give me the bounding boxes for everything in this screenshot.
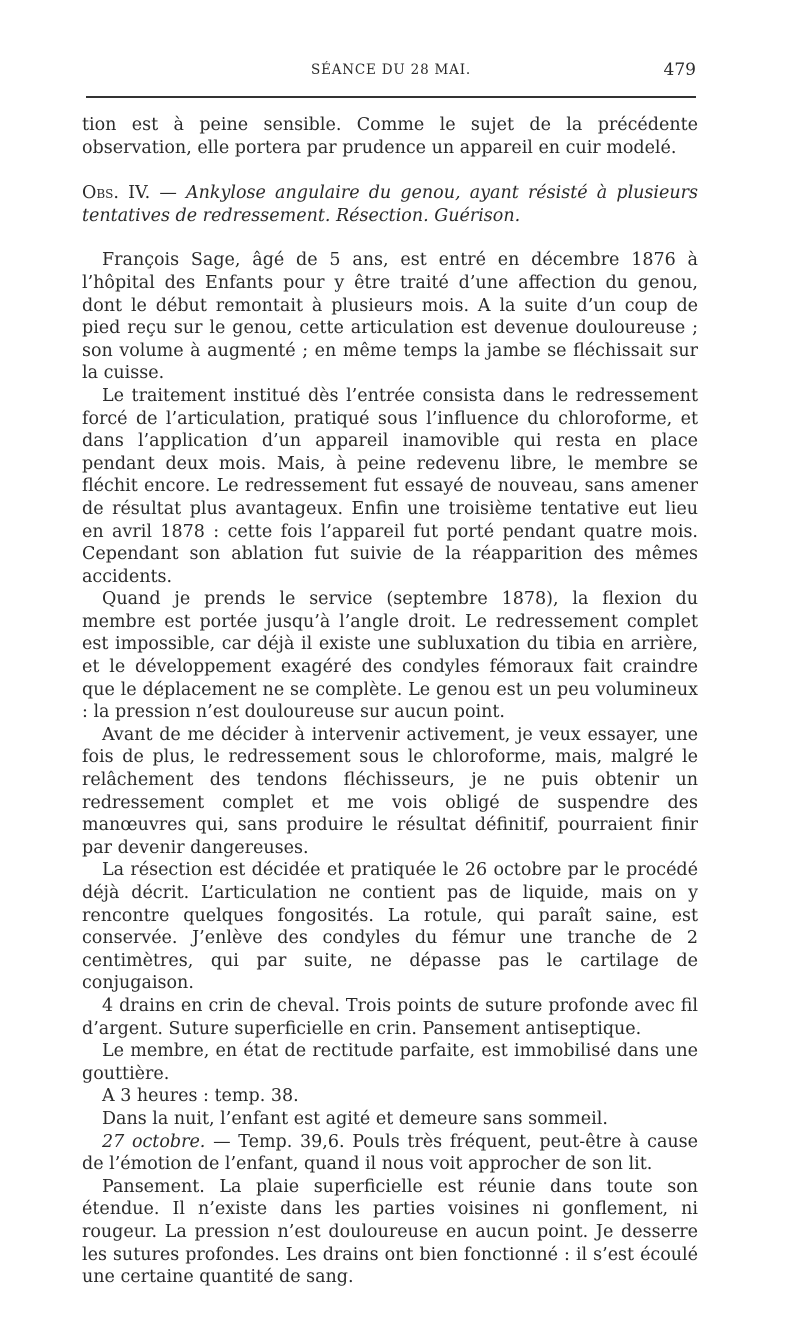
- paragraph: La résection est décidée et pratiquée le 26 octobre par le procédé déjà décrit. L’articulation ne contient pas de liquide, mais on y rencontre quelques fongosités. La rotule, qui paraît saine, est conservée. J’enlève des condyles du fémur une tranche de 2 centimètres, qui par suite, ne dépasse pas le cartilage de conjugaison.: [82, 860, 698, 994]
- paragraph: Quand je prends le service (septembre 1878), la flexion du membre est portée jusqu’à l’angle droit. Le redressement complet est impossible, car déjà il existe une subluxation du tibia en arrière, et le développement exagéré des condyles fémoraux fait craindre que le déplacement ne se complète. Le genou est un peu volumineux : la pression n’est douloureuse sur aucun point.: [82, 589, 698, 723]
- paragraph: Dans la nuit, l’enfant est agité et demeure sans sommeil.: [102, 1108, 608, 1129]
- paragraph: Pansement. La plaie superficielle est réunie dans toute son étendue. Il n’existe dans les parties voisines ni gonflement, ni rougeur. La pression n’est douloureuse en aucun point. Je desserre les sutures profondes. Les drains ont bien fonctionné : il s’est écoulé une certaine quantité de sang.: [82, 1176, 698, 1288]
- running-head: SÉANCE DU 28 MAI.: [311, 62, 471, 78]
- paragraph-continuation: tion est à peine sensible. Comme le sujet de la précédente observation, elle portera par prudence un appareil en cuir modelé.: [82, 115, 698, 158]
- entry-text: — Temp. 39,6. Pouls très fréquent, peut-être à cause de l’émotion de l’enfant, quand il nous voit approcher de son lit.: [82, 1131, 698, 1175]
- observation-label: Obs. IV. —: [82, 183, 186, 204]
- header-rule: [86, 96, 696, 98]
- body-text: [82, 114, 698, 1289]
- page-header: [86, 62, 696, 86]
- spacer: [82, 159, 698, 182]
- paragraph: A 3 heures : temp. 38.: [102, 1086, 299, 1107]
- paragraph-dated: [82, 1131, 698, 1176]
- paragraph: 4 drains en crin de cheval. Trois points de suture profonde avec fil d’argent. Suture superficielle en crin. Pansement antiseptique.: [82, 995, 698, 1039]
- spacer: [82, 227, 698, 249]
- observation-title: Ankylose angulaire du genou, ayant résisté à plusieurs tentatives de redressement. Résection. Guérison.: [82, 183, 698, 226]
- observation-heading: [82, 182, 698, 227]
- entry-date: 27 octobre.: [102, 1131, 206, 1152]
- page-number: 479: [663, 60, 696, 80]
- paragraph: François Sage, âgé de 5 ans, est entré en décembre 1876 à l’hôpital des Enfants pour y être traité d’une affection du genou, dont le début remontait à plusieurs mois. A la suite d’un coup de pied reçu sur le genou, cette articulation est devenue douloureuse ; son volume à augmenté ; en même temps la jambe se fléchissait sur la cuisse.: [82, 250, 698, 384]
- paragraph: Le traitement institué dès l’entrée consista dans le redressement forcé de l’articulation, pratiqué sous l’influence du chloroforme, et dans l’application d’un appareil inamovible qui resta en place pendant deux mois. Mais, à peine redevenu libre, le membre se fléchit encore. Le redressement fut essayé de nouveau, sans amener de résultat plus avantageux. Enfin une troisième tentative eut lieu en avril 1878 : cette fois l’appareil fut porté pendant quatre mois. Cependant son ablation fut suivie de la réapparition des mêmes accidents.: [82, 385, 698, 587]
- paragraph: Avant de me décider à intervenir activement, je veux essayer, une fois de plus, le redressement sous le chloroforme, mais, malgré le relâchement des tendons fléchisseurs, je ne puis obtenir un redressement complet et me vois obligé de suspendre des manœuvres qui, sans produire le résultat définitif, pourraient finir par devenir dangereuses.: [82, 724, 698, 858]
- paragraph: Le membre, en état de rectitude parfaite, est immobilisé dans une gouttière.: [82, 1041, 698, 1084]
